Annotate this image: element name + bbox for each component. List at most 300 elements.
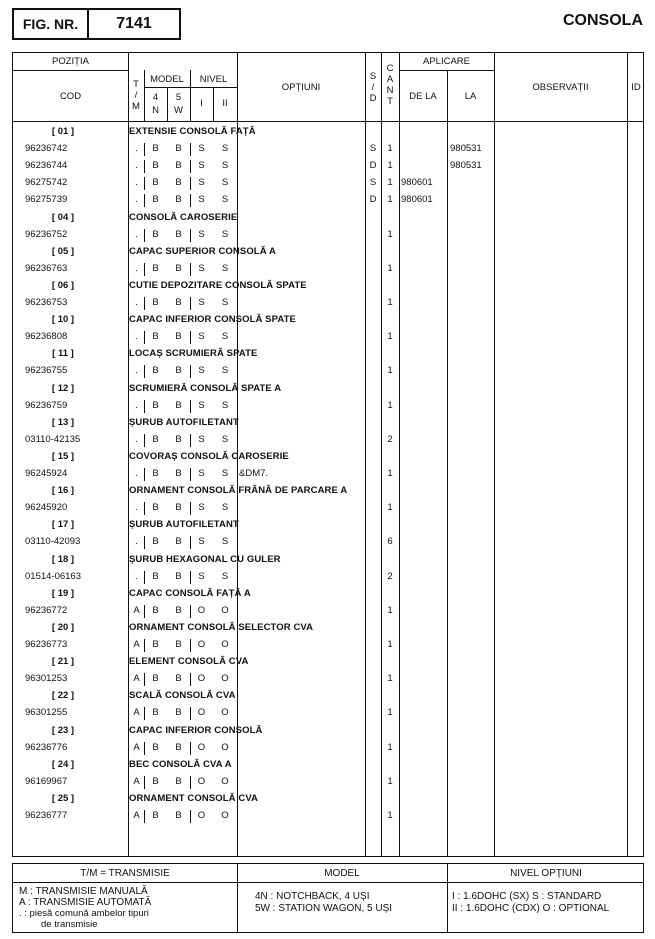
cell-tick [237,400,238,413]
part-row [13,671,645,688]
model-5w-code: B [175,262,182,274]
transmission-code: A [133,707,140,719]
header-sd-d: D [369,93,377,104]
part-row [13,705,645,722]
model-4n-code: B [152,639,159,650]
legend-tm-line: M : TRANSMISIE MANUALĂ [19,886,148,897]
option-code: &DM7. [239,468,269,479]
header-id: ID [631,82,641,93]
model-4n-code: B [152,810,159,821]
part-row [13,261,645,278]
part-code: 96275742 [25,177,68,189]
quantity: 1 [387,775,393,787]
position-number: [ 24 ] [51,758,75,770]
header-tm-slash: / [134,90,138,101]
part-code: 96236772 [25,604,68,616]
level-ii-code: O [221,639,229,650]
position-number: [ 19 ] [51,587,75,599]
position-number: [ 25 ] [51,792,75,804]
legend-model-line: 5W : STATION WAGON, 5 UȘI [255,903,393,914]
transmission-code: . [135,143,138,155]
transmission-code: . [135,502,138,514]
model-5w-code: B [175,604,182,616]
part-row [13,175,645,192]
model-4n-code: B [152,228,159,240]
header-model-4: 4 [152,92,159,103]
cell-tick [237,536,238,549]
level-i-code: O [197,775,206,787]
part-row [13,432,645,449]
model-5w-code: B [175,810,182,821]
model-4n-code: B [152,433,159,445]
figure-number-box [12,8,181,40]
legend-nivel-line: I : 1.6DOHC (SX) S : STANDARD [452,891,602,902]
part-code: 96236759 [25,399,68,411]
group-row [13,210,645,227]
level-i-code: O [197,810,206,821]
applies-from: 980601 [401,177,433,189]
level-i-code: O [197,673,206,685]
group-row [13,517,645,534]
applies-to: 980531 [450,143,482,155]
position-number: [ 10 ] [51,314,75,326]
part-row [13,500,645,517]
part-code: 96301253 [25,673,68,685]
cell-tick [237,160,238,173]
quantity: 1 [387,297,393,308]
header-cant-n: N [386,85,394,96]
quantity: 1 [387,741,393,753]
cell-tick [237,810,238,823]
level-i-code: S [198,143,205,155]
level-ii-code: O [221,810,229,821]
side-code: D [369,194,377,206]
cell-tick [237,571,238,584]
level-ii-code: S [221,468,229,479]
group-row [13,312,645,329]
model-5w-code: B [175,468,182,479]
level-ii-code: S [221,570,229,582]
header-aplicare: APLICARE [423,56,470,67]
header-cant-c: C [386,63,394,74]
cell-tick [237,673,238,686]
transmission-code: A [133,639,140,650]
group-row [13,723,645,740]
quantity: 1 [387,228,393,240]
model-4n-code: B [152,177,159,189]
part-row [13,158,645,175]
header-cant-a: A [386,74,394,85]
part-description: SCRUMIERĂ CONSOLĂ SPATE A [129,382,282,394]
figure-label: FIG. NR. [14,10,89,38]
level-i-code: S [198,536,205,548]
header-la: LA [464,91,477,102]
position-number: [ 13 ] [51,416,75,428]
part-row [13,363,645,380]
position-number: [ 01 ] [51,126,75,137]
model-4n-code: B [152,707,159,719]
level-ii-code: S [221,502,229,514]
figure-number: 7141 [116,15,152,32]
part-code: 96275739 [25,194,68,206]
level-i-code: S [198,160,205,172]
cell-tick [237,776,238,789]
part-code: 01514-06163 [25,570,81,582]
level-ii-code: S [221,365,229,377]
cell-tick [237,434,238,447]
transmission-code: . [135,365,138,377]
quantity: 1 [387,673,393,685]
part-row [13,603,645,620]
side-code: S [369,143,377,155]
position-number: [ 21 ] [51,656,75,668]
cell-tick [237,468,238,481]
header-line [13,121,643,122]
part-row [13,466,645,483]
level-ii-code: O [221,604,229,616]
transmission-code: A [133,741,140,753]
quantity: 1 [387,502,393,514]
part-code: 03110-42093 [25,536,81,548]
part-description: EXTENSIE CONSOLĂ FAȚĂ [129,126,256,137]
transmission-code: . [135,399,138,411]
legend-nivel-title: NIVEL OPȚIUNI [510,868,582,879]
level-i-code: S [198,228,205,240]
page-title: CONSOLA [563,12,643,29]
quantity: 1 [387,160,393,172]
level-ii-code: S [221,399,229,411]
level-i-code: S [198,331,205,343]
part-description: ORNAMENT CONSOLĂ SELECTOR CVA [129,621,314,633]
transmission-code: . [135,433,138,445]
model-5w-code: B [175,297,182,308]
part-description: CAPAC CONSOLĂ FAȚĂ A [129,587,251,599]
level-ii-code: S [221,228,229,240]
cell-tick [237,194,238,207]
part-row [13,637,645,654]
part-description: CAPAC SUPERIOR CONSOLĂ A [129,245,277,257]
position-number: [ 18 ] [51,553,75,565]
header-observatii: OBSERVAȚII [532,82,589,93]
legend-divider [13,882,643,883]
quantity: 1 [387,194,393,206]
quantity: 6 [387,536,393,548]
transmission-code: A [133,604,140,616]
cell-tick [237,177,238,190]
transmission-code: A [133,810,140,821]
model-5w-code: B [175,433,182,445]
header-cant-t: T [387,96,393,107]
header-model-5: 5 [175,92,182,103]
transmission-code: . [135,177,138,189]
quantity: 1 [387,143,393,155]
group-row [13,346,645,363]
side-code: S [369,177,377,189]
header-model-n: N [152,105,159,116]
cell-tick [237,143,238,156]
level-ii-code: S [221,143,229,155]
transmission-code: . [135,468,138,479]
transmission-code: . [135,297,138,308]
quantity: 1 [387,639,393,650]
transmission-code: A [133,775,140,787]
model-5w-code: B [175,143,182,155]
model-4n-code: B [152,775,159,787]
model-5w-code: B [175,775,182,787]
group-row [13,124,645,141]
header-model: MODEL [150,74,184,85]
part-code: 96236752 [25,228,68,240]
model-5w-code: B [175,194,182,206]
model-5w-code: B [175,639,182,650]
model-5w-code: B [175,365,182,377]
header-nivel-ii: II [222,98,228,109]
model-5w-code: B [175,707,182,719]
model-4n-code: B [152,262,159,274]
transmission-code: . [135,228,138,240]
part-code: 96236755 [25,365,68,377]
position-number: [ 16 ] [51,485,75,497]
header-de-la: DE LA [409,91,437,102]
quantity: 1 [387,331,393,343]
part-row [13,534,645,551]
level-ii-code: O [221,775,229,787]
part-code: 96245920 [25,502,68,514]
model-5w-code: B [175,741,182,753]
part-code: 96236808 [25,331,68,343]
header-sd-s: S [369,71,377,82]
legend-tm-title: T/M = TRANSMISIE [80,868,170,879]
transmission-code: A [133,673,140,685]
part-code: 96236776 [25,741,68,753]
position-number: [ 12 ] [51,382,75,394]
position-number: [ 23 ] [51,724,75,736]
group-row [13,449,645,466]
part-description: LOCAȘ SCRUMIERĂ SPATE [129,348,258,360]
model-4n-code: B [152,604,159,616]
group-row [13,483,645,500]
level-i-code: S [198,194,205,206]
part-row [13,774,645,791]
group-row [13,791,645,808]
position-number: [ 17 ] [51,519,75,531]
group-row [13,688,645,705]
applies-to: 980531 [450,160,482,172]
cell-tick [237,365,238,378]
transmission-code: . [135,194,138,206]
part-description: ORNAMENT CONSOLĂ CVA [129,792,259,804]
legend-footer [12,863,644,933]
header-tm-m: M [132,101,140,112]
part-code: 96236744 [25,160,68,172]
part-row [13,329,645,346]
cell-tick [237,263,238,276]
part-row [13,192,645,209]
cell-tick [237,297,238,310]
position-number: [ 20 ] [51,621,75,633]
quantity: 2 [387,570,393,582]
part-description: ELEMENT CONSOLĂ CVA [129,656,249,668]
level-ii-code: O [221,741,229,753]
legend-model-line: 4N : NOTCHBACK, 4 UȘI [255,891,370,902]
group-row [13,586,645,603]
position-number: [ 05 ] [51,245,75,257]
part-description: SCALĂ CONSOLĂ CVA [129,690,236,702]
part-code: 96236753 [25,297,68,308]
part-code: 96236773 [25,639,68,650]
parts-table [12,52,644,857]
part-code: 96236742 [25,143,68,155]
level-ii-code: S [221,194,229,206]
part-description: CAPAC INFERIOR CONSOLĂ [129,724,263,736]
cell-tick [237,331,238,344]
level-ii-code: S [221,262,229,274]
header-pozitia: POZIȚIA [52,56,89,67]
side-code: D [369,160,377,172]
group-row [13,415,645,432]
model-4n-code: B [152,570,159,582]
level-i-code: O [197,741,206,753]
transmission-code: . [135,570,138,582]
header-optiuni: OPȚIUNI [281,82,321,93]
part-row [13,141,645,158]
header-tm-t: T [133,79,139,90]
model-5w-code: B [175,536,182,548]
position-number: [ 04 ] [51,211,75,223]
part-row [13,227,645,244]
cell-tick [237,229,238,242]
model-4n-code: B [152,331,159,343]
model-4n-code: B [152,194,159,206]
level-i-code: S [198,262,205,274]
level-ii-code: S [221,331,229,343]
part-description: ORNAMENT CONSOLĂ FRÂNĂ DE PARCARE A [129,485,348,497]
model-4n-code: B [152,741,159,753]
part-code: 96169967 [25,775,68,787]
transmission-code: . [135,331,138,343]
model-4n-code: B [152,502,159,514]
cell-tick [237,605,238,618]
legend-tm-line: . : piesă comună ambelor tipuri [19,908,149,919]
level-i-code: S [198,468,205,479]
cell-tick [237,502,238,515]
transmission-code: . [135,536,138,548]
level-i-code: O [197,604,206,616]
part-description: CAPAC INFERIOR CONSOLĂ SPATE [129,314,296,326]
group-row [13,654,645,671]
header-nivel: NIVEL [199,74,228,85]
level-ii-code: S [221,177,229,189]
quantity: 1 [387,707,393,719]
quantity: 1 [387,262,393,274]
level-ii-code: S [221,536,229,548]
model-4n-code: B [152,297,159,308]
part-description: CUTIE DEPOZITARE CONSOLĂ SPATE [129,279,307,291]
transmission-code: . [135,262,138,274]
level-ii-code: O [221,673,229,685]
level-ii-code: S [221,297,229,308]
header-line [13,70,128,71]
level-i-code: S [198,365,205,377]
legend-tm-line: A : TRANSMISIE AUTOMATĂ [19,897,152,908]
model-4n-code: B [152,160,159,172]
position-number: [ 22 ] [51,690,75,702]
group-row [13,757,645,774]
model-4n-code: B [152,143,159,155]
header-sd-slash: / [371,82,375,93]
applies-from: 980601 [401,194,433,206]
model-5w-code: B [175,502,182,514]
model-5w-code: B [175,331,182,343]
part-description: ȘURUB HEXAGONAL CU GULER [129,553,281,565]
part-row [13,808,645,825]
model-5w-code: B [175,399,182,411]
quantity: 1 [387,468,393,479]
group-row [13,381,645,398]
part-code: 96236777 [25,810,68,821]
part-code: 03110-42135 [25,433,81,445]
part-description: ȘURUB AUTOFILETANT [129,416,239,428]
model-4n-code: B [152,673,159,685]
model-5w-code: B [175,228,182,240]
level-i-code: O [197,639,206,650]
model-5w-code: B [175,673,182,685]
level-ii-code: O [221,707,229,719]
part-row [13,569,645,586]
level-i-code: S [198,297,205,308]
group-row [13,620,645,637]
transmission-code: . [135,160,138,172]
level-i-code: S [198,570,205,582]
part-description: BEC CONSOLĂ CVA A [129,758,232,770]
model-5w-code: B [175,177,182,189]
header-line [399,70,494,71]
legend-tm-line: de transmisie [41,919,98,930]
model-4n-code: B [152,399,159,411]
part-row [13,398,645,415]
position-number: [ 15 ] [51,450,75,462]
model-4n-code: B [152,365,159,377]
position-number: [ 06 ] [51,279,75,291]
quantity: 2 [387,433,393,445]
quantity: 1 [387,604,393,616]
model-4n-code: B [152,468,159,479]
cell-tick [237,707,238,720]
quantity: 1 [387,177,393,189]
group-row [13,244,645,261]
legend-nivel-line: II : 1.6DOHC (CDX) O : OPTIONAL [452,903,610,914]
level-ii-code: S [221,433,229,445]
header-model-w: W [174,105,183,116]
header-nivel-i: I [200,98,203,109]
position-number: [ 11 ] [52,348,74,360]
cell-tick [237,639,238,652]
part-description: CONSOLĂ CAROSERIE [129,211,238,223]
header-line [144,87,237,88]
group-row [13,552,645,569]
level-i-code: S [198,399,205,411]
part-code: 96301255 [25,707,68,719]
part-code: 96245924 [25,468,68,479]
part-description: COVORAȘ CONSOLĂ CAROSERIE [129,450,289,462]
cell-tick [237,742,238,755]
quantity: 1 [387,365,393,377]
part-row [13,740,645,757]
level-ii-code: S [221,160,229,172]
part-row [13,295,645,312]
level-i-code: O [197,707,206,719]
level-i-code: S [198,177,205,189]
